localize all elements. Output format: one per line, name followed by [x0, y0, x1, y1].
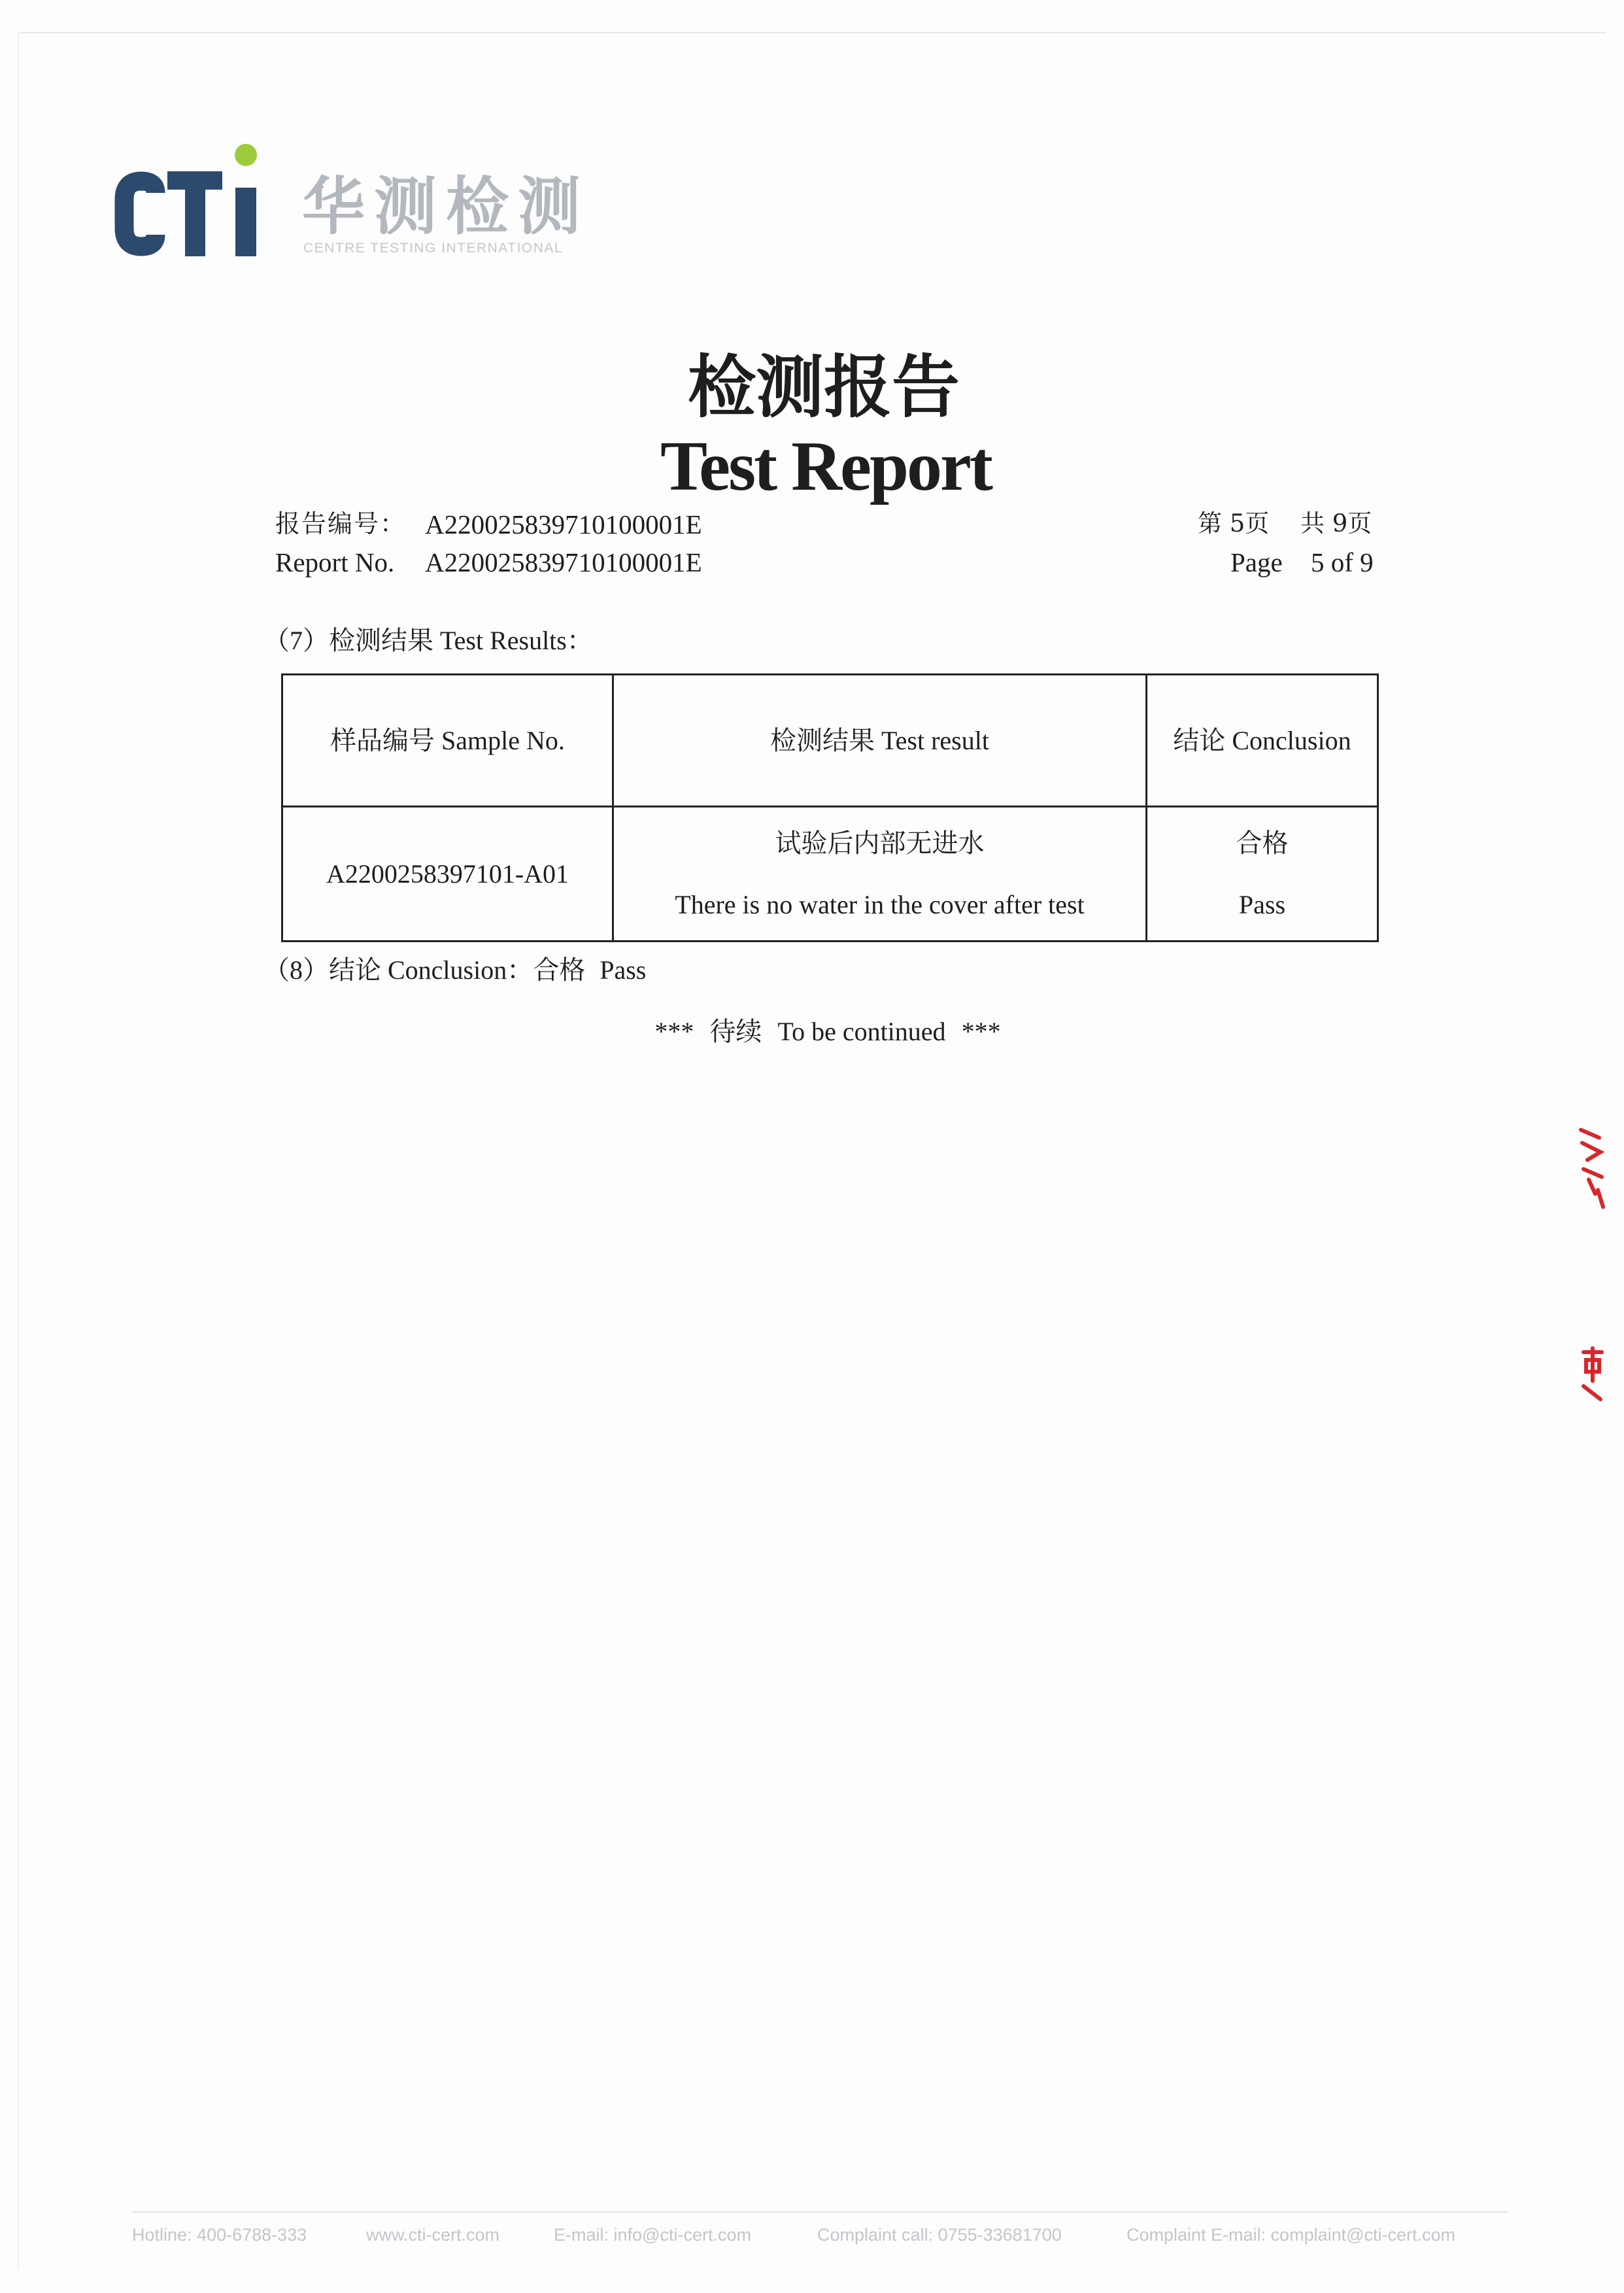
footer-complaint-call: Complaint call: 0755-33681700 — [817, 2225, 1062, 2245]
page-title-english: Test Report — [660, 428, 991, 505]
test-result-cn: 试验后内部无进水 — [775, 828, 985, 858]
footer-divider — [132, 2211, 1508, 2213]
section-conclusion-value-en: Pass — [600, 955, 647, 985]
stars-right: *** — [961, 1017, 1001, 1046]
footer-hotline: Hotline: 400-6788-333 — [132, 2225, 307, 2245]
report-no-label-cn: 报告编号： — [275, 509, 407, 538]
page-number-cn: 第 5页 — [1198, 509, 1270, 537]
page-total-cn: 共 9页 — [1300, 509, 1372, 537]
table-row — [282, 807, 1378, 942]
logo-english-name: CENTRE TESTING INTERNATIONAL — [303, 241, 564, 256]
section-test-results-heading: （7）检测结果 Test Results： — [263, 626, 593, 655]
continued-cn: 待续 — [709, 1017, 762, 1046]
cell-sample-no: A2200258397101-A01 — [282, 807, 613, 942]
logo-chinese-name: 华测检测 — [302, 170, 590, 243]
section-conclusion-value-cn: 合格 — [533, 955, 586, 985]
column-header-test-result: 检测结果 Test result — [613, 675, 1147, 807]
report-no-value-cn: A220025839710100001E — [425, 509, 702, 539]
footer-complaint-email: Complaint E-mail: complaint@cti-cert.com — [1126, 2225, 1456, 2245]
seal-fragment — [1569, 1112, 1615, 1425]
logo-letter-i-stem — [235, 188, 256, 256]
page-title-chinese: 检测报告 — [687, 347, 960, 427]
to-be-continued-note — [501, 1019, 1155, 1045]
scan-edge-top — [18, 32, 1606, 33]
conclusion-en: Pass — [1238, 889, 1286, 919]
footer-email: E-mail: info@cti-cert.com — [554, 2225, 751, 2245]
footer-website: www.cti-cert.com — [366, 2225, 500, 2245]
logo-green-dot — [235, 144, 257, 166]
logo-letter-c — [124, 181, 156, 246]
stars-left: *** — [654, 1017, 694, 1046]
column-header-sample-no: 样品编号 Sample No. — [282, 675, 613, 807]
continued-en: To be continued — [777, 1017, 946, 1046]
conclusion-cn: 合格 — [1236, 828, 1289, 858]
page-label-en: Page — [1230, 547, 1283, 577]
scan-edge-left — [18, 32, 19, 2268]
section-conclusion — [263, 957, 646, 983]
logo-letter-t-stem — [185, 171, 205, 256]
section-conclusion-label: （8）结论 Conclusion： — [263, 955, 533, 985]
cti-logo-mark — [111, 141, 263, 262]
report-no-label-en: Report No. — [275, 547, 395, 577]
page-number-en: 5 of 9 — [1311, 547, 1374, 577]
table-header-row — [282, 675, 1378, 807]
test-result-en: There is no water in the cover after test — [675, 889, 1085, 919]
cell-test-result — [613, 807, 1147, 942]
report-no-value-en: A220025839710100001E — [425, 547, 702, 577]
test-results-table — [281, 673, 1379, 942]
column-header-conclusion: 结论 Conclusion — [1147, 675, 1378, 807]
cell-conclusion — [1147, 807, 1378, 942]
